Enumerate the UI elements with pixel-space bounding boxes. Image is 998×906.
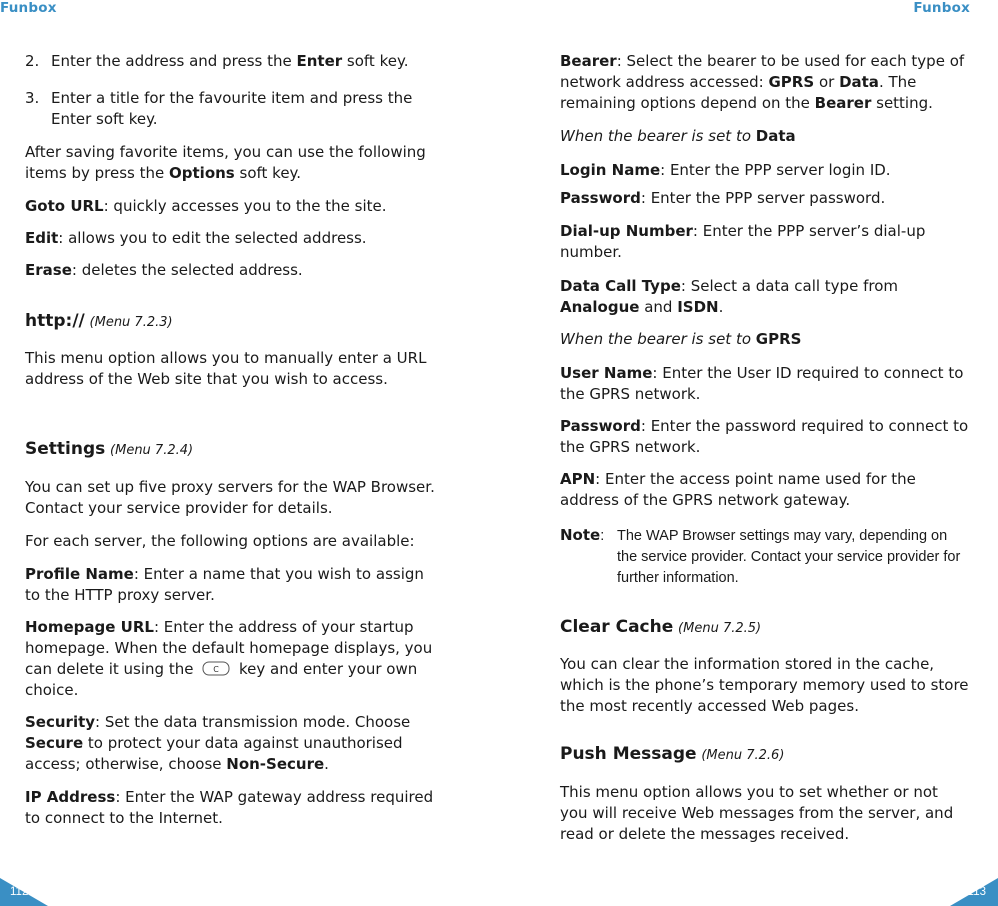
http-heading: http:// (Menu 7.2.3) xyxy=(25,311,173,331)
ip-address-item: IP Address: Enter the WAP gateway address required to connect to the Internet. xyxy=(25,788,434,827)
step-2: 2. Enter the address and press the Enter soft key. xyxy=(25,52,409,70)
clear-cache-body: You can clear the information stored in the cache, which is the phone’s temporary memory used to store the most recently accessed Web pages. xyxy=(560,655,969,715)
page-number-left: 112 xyxy=(10,886,29,898)
settings-heading: Settings (Menu 7.2.4) xyxy=(25,439,194,459)
password-ppp-item: Password: Enter the PPP server password. xyxy=(560,189,886,207)
after-saving-paragraph: After saving favorite items, you can use the following items by press the Options soft key. xyxy=(25,143,426,182)
when-bearer-data: When the bearer is set to Data xyxy=(560,127,796,145)
password-gprs-item: Password: Enter the password required to connect to the GPRS network. xyxy=(560,417,969,456)
profile-name-item: Profile Name: Enter a name that you wish to assign to the HTTP proxy server. xyxy=(25,565,424,604)
running-header-right: Funbox xyxy=(913,0,970,16)
when-bearer-gprs: When the bearer is set to GPRS xyxy=(560,330,802,348)
erase-item: Erase: deletes the selected address. xyxy=(25,261,303,279)
security-item: Security: Set the data transmission mode. Choose Secure to protect your data against unauthorised access; otherwise, choose Non-Secure. xyxy=(25,713,411,773)
dialup-number-item: Dial-up Number: Enter the PPP server’s dial-up number. xyxy=(560,222,926,261)
settings-body: You can set up five proxy servers for the WAP Browser. Contact your service provider for details. xyxy=(25,478,435,517)
homepage-url-item: Homepage URL: Enter the address of your startup homepage. When the default homepage displays, you can delete it using the C key and enter your own choice. xyxy=(25,618,433,699)
page-number-right: 113 xyxy=(967,886,986,898)
note-block: Note: The WAP Browser settings may vary, depending on the service provider. Contact your service provider for further information. xyxy=(560,526,961,586)
c-key-label: C xyxy=(213,665,220,674)
options-available: For each server, the following options are available: xyxy=(25,532,415,550)
bearer-item: Bearer: Select the bearer to be used for each type of network address accessed: GPRS or Data. The remaining options depend on the Bearer setting. xyxy=(560,52,965,112)
data-call-type-item: Data Call Type: Select a data call type from Analogue and ISDN. xyxy=(560,277,898,316)
http-body: This menu option allows you to manually enter a URL address of the Web site that you wish to access. xyxy=(25,349,427,388)
apn-item: APN: Enter the access point name used for the address of the GPRS network gateway. xyxy=(560,470,916,509)
clear-cache-heading: Clear Cache (Menu 7.2.5) xyxy=(560,617,762,637)
step-3: 3. Enter a title for the favourite item and press the Enter soft key. xyxy=(25,89,413,128)
goto-url-item: Goto URL: quickly accesses you to the the site. xyxy=(25,197,387,215)
push-message-body: This menu option allows you to set whether or not you will receive Web messages from the server, and read or delete the messages received. xyxy=(560,783,954,843)
login-name-item: Login Name: Enter the PPP server login ID. xyxy=(560,161,891,179)
push-message-heading: Push Message (Menu 7.2.6) xyxy=(560,744,785,764)
user-name-item: User Name: Enter the User ID required to connect to the GPRS network. xyxy=(560,364,964,403)
edit-item: Edit: allows you to edit the selected address. xyxy=(25,229,367,247)
running-header-left: Funbox xyxy=(0,0,57,16)
c-key-icon xyxy=(202,661,230,676)
